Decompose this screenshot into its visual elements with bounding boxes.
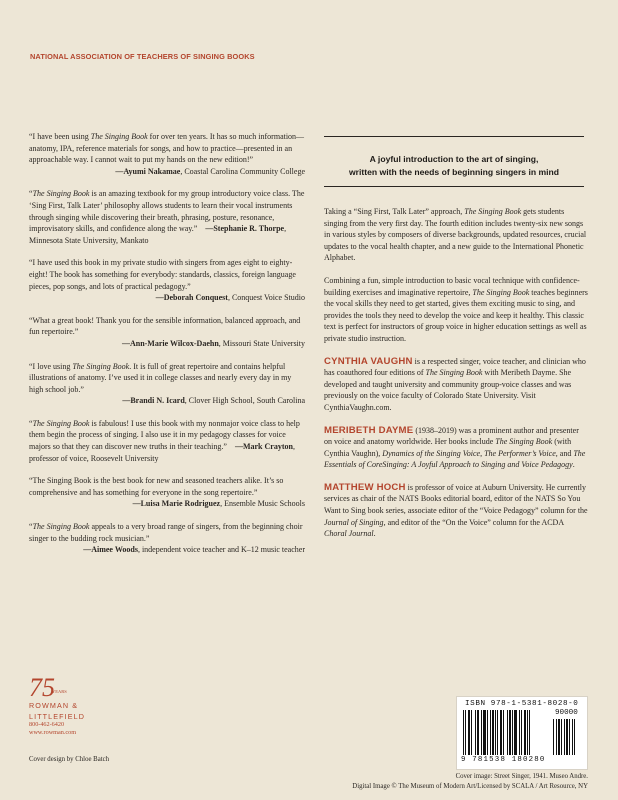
cover-credit-line-1: Cover image: Street Singer, 1941. Museo Andre.	[455, 773, 588, 780]
testimonial-attribution: —Ann-Marie Wilcox-Daehn, Missouri State University	[121, 338, 305, 348]
testimonial	[29, 188, 305, 246]
testimonial-attribution: —Luisa Marie Rodriguez, Ensemble Music Schools	[132, 499, 305, 509]
testimonial	[29, 361, 305, 407]
publisher-logo	[29, 673, 149, 737]
cover-image-credit	[316, 772, 588, 791]
testimonial	[29, 257, 305, 303]
testimonial-text: “I have used this book in my private studio with singers from ages eight to eighty-eight! The book has something for everybody: standards, classics, foreign language pieces, pop songs, and lots of practical pedagogy.”	[29, 258, 296, 291]
testimonial-text: “The Singing Book appeals to a very broad range of singers, from the beginning choir singer to the budding rock musician.”	[29, 522, 303, 543]
isbn-digits: 9 781538 180280	[461, 756, 546, 764]
description-column	[324, 206, 588, 551]
price-code: 90000	[555, 709, 578, 717]
testimonial-text: “I have been using The Singing Book for over ten years. It has so much information—anatomy, IPA, reference materials for songs, and how to practice—presented in an approachable way. I cannot wait to put my hands on the new edition!”	[29, 132, 305, 165]
barcode-bars	[463, 710, 549, 755]
publisher-website[interactable]: www.rowman.com	[29, 729, 77, 737]
isbn-text: ISBN 978-1-5381-8028-0	[465, 700, 579, 708]
series-title: NATIONAL ASSOCIATION OF TEACHERS OF SINGING BOOKS	[30, 52, 255, 61]
isbn-barcode	[456, 696, 588, 770]
testimonial	[29, 131, 305, 177]
author-name: MATTHEW HOCH	[324, 481, 406, 493]
author-bio: CYNTHIA VAUGHN is a respected singer, voice teacher, and clinician who has coauthored four editions of The Singing Book with Meribeth Dayme. She developed and taught university and community group-voice classes and was previously on the voice faculty of Colorado State University. Visit CynthiaVaughn.com.	[324, 355, 586, 412]
publisher-phone: 800-462-6420	[29, 721, 65, 728]
testimonial-attribution: —Ayumi Nakamae, Coastal Carolina Community College	[115, 166, 305, 176]
testimonial-attribution: —Mark Crayton, professor of voice, Roosevelt University	[29, 442, 295, 463]
anniversary-mark: 75	[29, 673, 55, 702]
tagline-line-1: A joyful introduction to the art of singing,	[369, 154, 539, 164]
author-bio: MATTHEW HOCH is professor of voice at Auburn University. He currently services as chair of the NATS Books editorial board, editor of the NATS So You Want to Sing book series, associate editor of the “Voice Pedagogy” column for the Journal of Singing, and editor of the “On the Voice” column for the ACDA Choral Journal.	[324, 481, 588, 539]
testimonial	[29, 315, 305, 350]
description-paragraph-2: Combining a fun, simple introduction to basic vocal technique with confidence-building exercises and imaginative repertoire, The Singing Book teaches beginners the vocal skills they need to get started, gives them exciting music to sing, and provides the tools they need to develop the voice and keep it healthy. This classic text is perfect for instructors of group voice in higher education settings as well as private studio instruction.	[324, 275, 588, 343]
author-bios	[324, 356, 588, 540]
tagline-line-2: written with the needs of beginning singers in mind	[348, 166, 560, 177]
testimonial-attribution: —Brandi N. Icard, Clover High School, South Carolina	[122, 396, 305, 406]
testimonial-attribution: —Stephanie R. Thorpe, Minnesota State University, Mankato	[29, 224, 287, 245]
tagline	[324, 153, 584, 178]
tagline-bottom-rule	[324, 186, 584, 187]
tagline-top-rule	[324, 136, 584, 137]
description-paragraph-1: Taking a “Sing First, Talk Later” approach, The Singing Book gets students singing from the very first day. The fourth edition includes twenty-six new songs in various styles by composers of diverse backgrounds, updated resources, crucial updates to the vocal health chapter, and a new guide to the International Phonetic Alphabet.	[324, 207, 587, 263]
testimonials-column	[29, 131, 305, 567]
cover-design-credit: Cover design by Chloe Batch	[29, 756, 110, 763]
anniversary-years: YEARS	[52, 689, 67, 694]
publisher-name-line-2: LITTLEFIELD	[29, 712, 86, 721]
testimonial-text: “The Singing Book is an amazing textbook for my group introductory voice class. The ‘Sing First, Talk Later’ philosophy allows students to learn their vocal instruments through singing while discovering their breath, phrasing, posture, resonance, improvisatory skills, and confidence along the way.” —Stephanie R. Thorpe, Minnesota State University, Mankato	[29, 189, 305, 245]
testimonial	[29, 418, 305, 464]
testimonial-text: “The Singing Book is the best book for new and seasoned teachers alike. It’s so comprehensive and has something for everyone in the song repertoire.”	[29, 476, 284, 497]
testimonial-attribution: —Aimee Woods, independent voice teacher and K–12 music teacher	[83, 545, 305, 555]
cover-credit-line-2: Digital Image © The Museum of Modern Art/Licensed by SCALA / Art Resource, NY	[352, 782, 588, 790]
testimonial	[29, 521, 305, 556]
author-name: MERIBETH DAYME	[324, 424, 414, 436]
testimonial-attribution: —Deborah Conquest, Conquest Voice Studio	[155, 293, 305, 303]
testimonial	[29, 475, 305, 510]
testimonial-text: “I love using The Singing Book. It is full of great repertoire and contains helpful illustrations of anatomy. I’ve used it in college classes and nearly every day in my high school job.”	[29, 361, 292, 394]
author-name: CYNTHIA VAUGHN	[324, 355, 413, 367]
author-bio: MERIBETH DAYME (1938–2019) was a prominent author and presenter on voice and anatomy worldwide. Her books include The Singing Book (with Cynthia Vaughn), Dynamics of the Singing Voice, The Performer’s Voice, and The Essentials of CoreSinging: A Joyful Approach to Singing and Voice Pedagogy.	[324, 424, 586, 470]
testimonial-text: “The Singing Book is fabulous! I use this book with my nonmajor voice class to help them begin the process of singing. I also use it in my pedagogy classes for voice majors so that they can discover new truths in their teaching.” —Mark Crayton, professor of voice, Roosevelt University	[29, 418, 300, 463]
publisher-name-line-1: ROWMAN &	[29, 701, 79, 710]
price-barcode-bars	[553, 719, 583, 755]
testimonial-text: “What a great book! Thank you for the sensible information, balanced approach, and fun repertoire.”	[29, 315, 301, 337]
